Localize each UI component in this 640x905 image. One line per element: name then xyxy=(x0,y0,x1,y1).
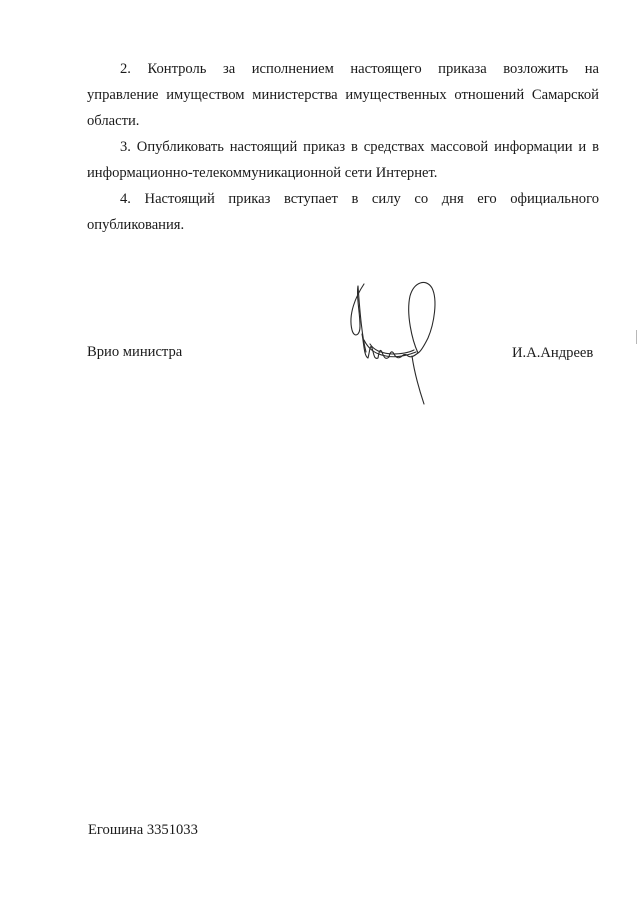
executor-note: Егошина 3351033 xyxy=(88,822,198,838)
scan-edge-mark xyxy=(636,330,637,344)
signer-name: И.А.Андреев xyxy=(512,345,594,361)
paragraph-line: опубликования. xyxy=(87,217,185,233)
paragraph-line: управление имуществом министерства имущественных отношений Самарской xyxy=(87,87,599,103)
paragraph-line: области. xyxy=(87,113,140,129)
paragraph-item-4 xyxy=(87,186,599,238)
paragraph-line: 2. Контроль за исполнением настоящего приказа возложить на xyxy=(120,61,599,77)
paragraph-line: 4. Настоящий приказ вступает в силу со дня его официального xyxy=(120,191,599,207)
signer-position-title: Врио министра xyxy=(87,344,183,360)
paragraph-line: информационно-телекоммуникационной сети Интернет. xyxy=(87,165,438,181)
paragraph-line: 3. Опубликовать настоящий приказ в средствах массовой информации и в xyxy=(120,139,599,155)
paragraph-item-3 xyxy=(87,134,599,186)
handwritten-signature xyxy=(334,274,446,408)
paragraph-item-2 xyxy=(87,56,599,134)
